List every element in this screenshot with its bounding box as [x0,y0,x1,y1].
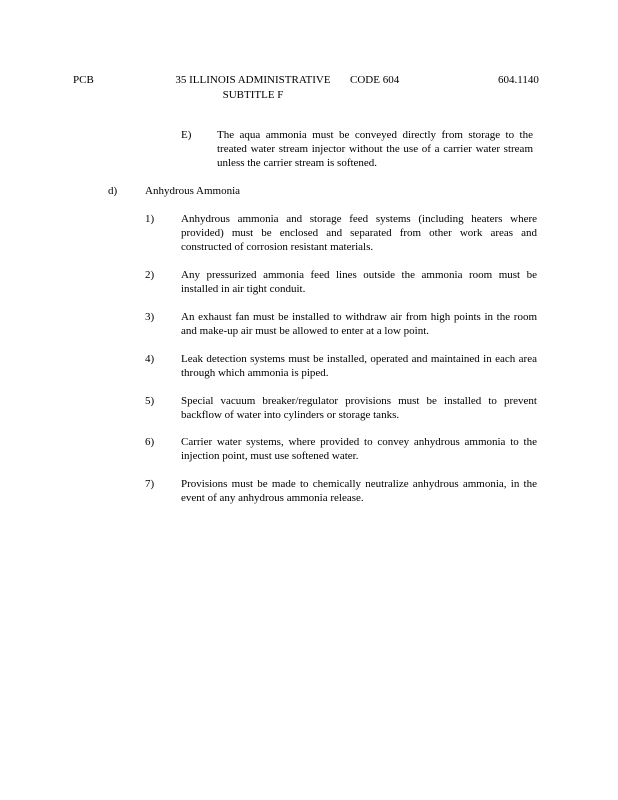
list-item-number: 6) [145,436,155,448]
list-item-text: Carrier water systems, where provided to convey anhydrous ammonia to the injection point, must use softened water. [181,436,537,463]
list-item-number: 5) [145,395,155,407]
list-item-number: 7) [145,478,155,490]
list-item-number: 4) [145,353,155,365]
header-code: CODE 604 [350,74,400,86]
list-item-text: Any pressurized ammonia feed lines outside the ammonia room must be installed in air tight conduit. [181,269,537,296]
list-item-text: Special vacuum breaker/regulator provisions must be installed to prevent backflow of water into cylinders or storage tanks. [181,395,537,422]
subsection-d-label: d) [108,185,118,197]
list-item-text: Anhydrous ammonia and storage feed systems (including heaters where provided) must be enclosed and separated from other work areas and constructed of corrosion resistant materials. [181,213,537,254]
list-item-text: Leak detection systems must be installed, operated and maintained in each area through which ammonia is piped. [181,353,537,380]
list-item-text: An exhaust fan must be installed to withdraw air from high points in the room and make-up air must be allowed to enter at a low point. [181,311,537,338]
list-item-number: 1) [145,213,155,225]
subsection-e-text: The aqua ammonia must be conveyed directly from storage to the treated water stream injector without the use of a carrier water stream unless the carrier stream is softened. [217,129,533,170]
subsection-e-label: E) [181,129,192,141]
header-subtitle: SUBTITLE F [222,89,284,101]
list-item-number: 3) [145,311,155,323]
header-section-number: 604.1140 [498,74,539,86]
header-agency: PCB [73,74,94,86]
header-title: 35 ILLINOIS ADMINISTRATIVE [175,74,331,86]
list-item-number: 2) [145,269,155,281]
list-item-text: Provisions must be made to chemically neutralize anhydrous ammonia, in the event of any anhydrous ammonia release. [181,478,537,505]
subsection-d-title: Anhydrous Ammonia [145,185,241,197]
